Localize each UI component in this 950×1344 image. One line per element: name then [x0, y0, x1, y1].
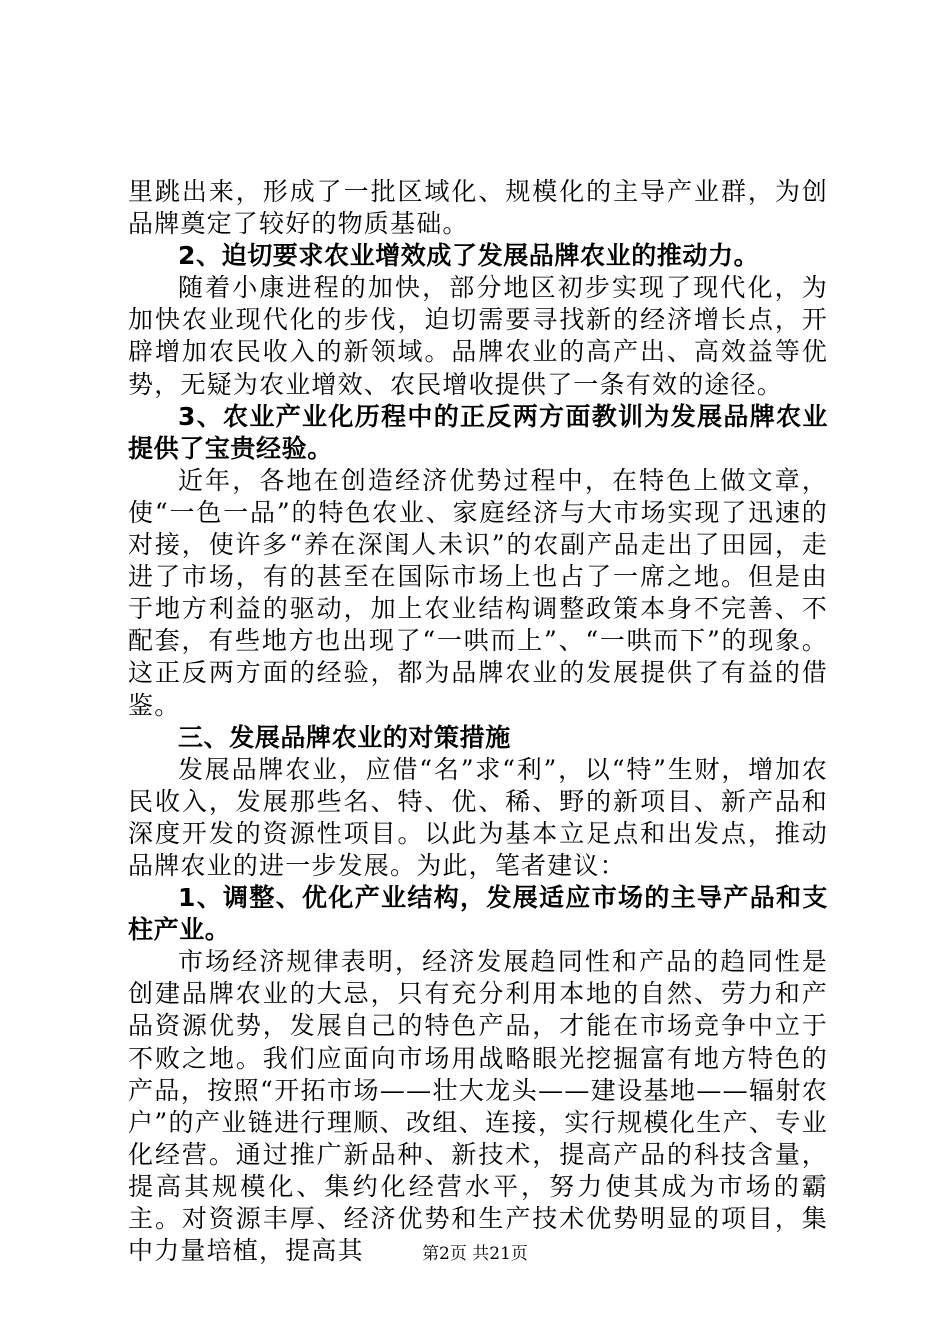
section-heading: 2、迫切要求农业增效成了发展品牌农业的推动力。 [178, 241, 760, 271]
section-heading: 三、发展品牌农业的对策措施 [178, 722, 511, 752]
document-body [128, 176, 828, 1267]
paragraph-body: 里跳出来，形成了一批区域化、规模化的主导产业群，为创品牌奠定了较好的物质基础。 [128, 177, 828, 239]
paragraph-body: 市场经济规律表明，经济发展趋同性和产品的趋同性是创建品牌农业的大忌，只有充分利用本地的自然、劳力和产品资源优势，发展自己的特色产品，才能在市场竞争中立于不败之地。我们应面向市场用战略眼光挖掘富有地方特色的产品，按照“开拓市场——壮大龙头——建设基地——辐射农户”的产业链进行理顺、改组、连接，实行规模化生产、专业化经营。通过推广新品种、新技术，提高产品的科技含量，提高其规模化、集约化经营水平，努力使其成为市场的霸主。对资源丰厚、经济优势和生产技术优势明显的项目，集中力量培植，提高其 [128, 947, 828, 1266]
paragraph-body: 随着小康进程的加快，部分地区初步实现了现代化，为加快农业现代化的步伐，迫切需要寻找新的经济增长点，开辟增加农民收入的新领域。品牌农业的高产出、高效益等优势，无疑为农业增效、农民增收提供了一条有效的途径。 [128, 273, 828, 399]
paragraph-body: 发展品牌农业，应借“名”求“利”，以“特”生财，增加农民收入，发展那些名、特、优、稀、野的新项目、新产品和深度开发的资源性项目。以此为基本立足点和出发点，推动品牌农业的进一步发展。为此，笔者建议： [128, 754, 828, 880]
paragraph-body: 近年，各地在创造经济优势过程中，在特色上做文章，使“一色一品”的特色农业、家庭经济与大市场实现了迅速的对接，使许多“养在深闺人未识”的农副产品走出了田园，走进了市场，有的甚至在国际市场上也占了一席之地。但是由于地方利益的驱动，加上农业结构调整政策本身不完善、不配套，有些地方也出现了“一哄而上”、“一哄而下”的现象。这正反两方面的经验，都为品牌农业的发展提供了有益的借鉴。 [128, 465, 828, 720]
section-heading: 3、农业产业化历程中的正反两方面教训为发展品牌农业提供了宝贵经验。 [128, 401, 828, 463]
section-heading: 1、调整、优化产业结构，发展适应市场的主导产品和支柱产业。 [128, 883, 828, 945]
page-number-footer: 第2页 共21页 [422, 1244, 528, 1264]
